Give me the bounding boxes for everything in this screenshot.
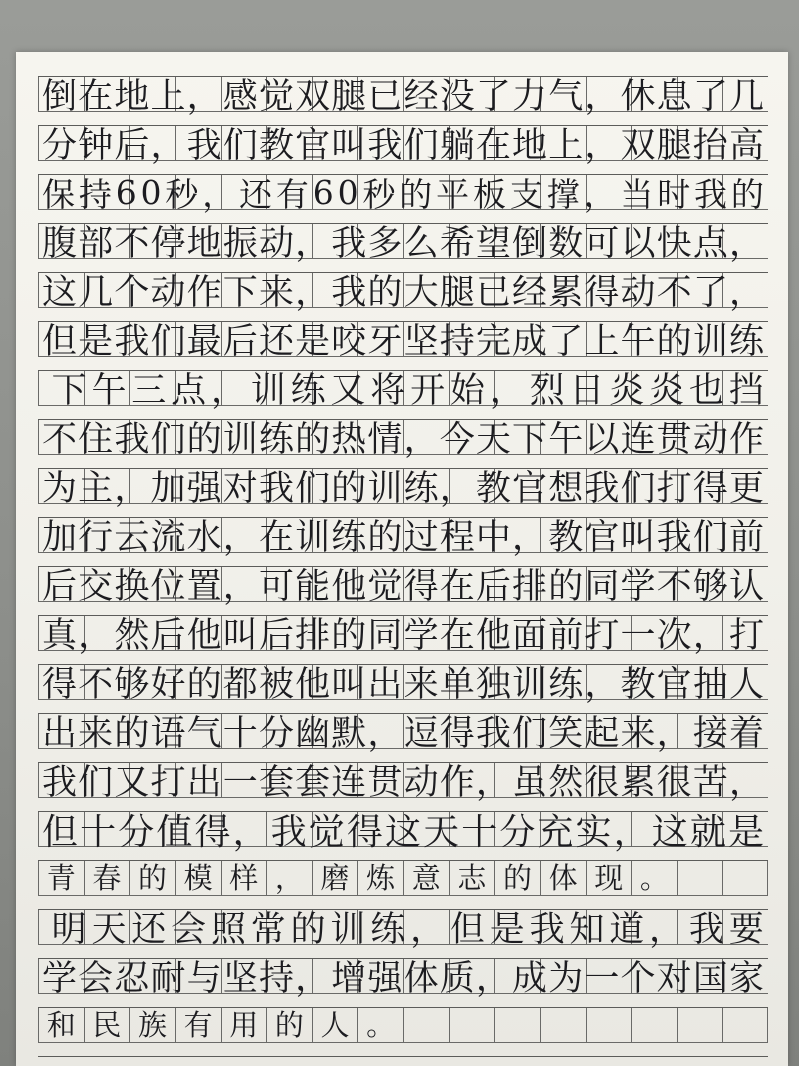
grid-cell: 的 bbox=[494, 861, 540, 895]
grid-row bbox=[38, 958, 768, 1007]
grid-row-text: 这 几 个 动 作 下 来 ， 我 的 大 腿 已 经 累 得 动 不 了 ， bbox=[42, 273, 764, 313]
grid-cell: 意 bbox=[403, 861, 449, 895]
grid-row-text: 倒 在 地 上 ， 感 觉 双 腿 已 经 没 了 力 气 ， 休 息 了 几 bbox=[42, 77, 764, 117]
grid-bottom-border bbox=[38, 1056, 768, 1057]
grid-cell: 的 bbox=[266, 1008, 312, 1042]
grid-row-text: 下 午 三 点 ， 训 练 又 将 开 始 ， 烈 日 炎 炎 也 挡 bbox=[51, 371, 764, 411]
grid-cell: 民 bbox=[84, 1008, 130, 1042]
grid-cell: 样 bbox=[221, 861, 267, 895]
grid-cell: 人 bbox=[312, 1008, 358, 1042]
grid-cell: 现 bbox=[586, 861, 632, 895]
grid-cell: 志 bbox=[449, 861, 495, 895]
grid-cell: 用 bbox=[221, 1008, 267, 1042]
grid-cell bbox=[631, 1008, 677, 1042]
grid-row-text: 但 十 分 值 得 ， 我 觉 得 这 天 十 分 充 实 ， 这 就 是 bbox=[42, 811, 764, 853]
grid-row-text: 出 来 的 语 气 十 分 幽 默 ， 逗 得 我 们 笑 起 来 ， 接 着 bbox=[42, 714, 764, 754]
grid-row-text: 得 不 够 好 的 都 被 他 叫 出 来 单 独 训 练 ， 教 官 抽 人 bbox=[42, 665, 764, 705]
grid-cell: 体 bbox=[540, 861, 586, 895]
grid-row-text: 明 天 还 会 照 常 的 训 练 ， 但 是 我 知 道 ， 我 要 bbox=[51, 910, 764, 950]
grid-row bbox=[38, 125, 768, 174]
grid-cell: 有 bbox=[175, 1008, 221, 1042]
grid-cell bbox=[722, 861, 768, 895]
grid-cell bbox=[586, 1008, 632, 1042]
grid-row-text: 加 行 云 流 水 ， 在 训 练 的 过 程 中 ， 教 官 叫 我 们 前 bbox=[42, 518, 764, 558]
composition-grid bbox=[38, 76, 768, 1066]
grid-row-text: 学 会 忍 耐 与 坚 持 ， 增 强 体 质 ， 成 为 一 个 对 国 家 bbox=[42, 959, 764, 999]
grid-cell bbox=[677, 1008, 723, 1042]
grid-row-text: 为 主 ， 加 强 对 我 们 的 训 练 ， 教 官 想 我 们 打 得 更 bbox=[42, 469, 764, 509]
grid-cell: 模 bbox=[175, 861, 221, 895]
grid-cell: 青 bbox=[38, 861, 84, 895]
grid-cell bbox=[540, 1008, 586, 1042]
grid-row-text: 真 ， 然 后 他 叫 后 排 的 同 学 在 他 面 前 打 一 次 ， 打 bbox=[42, 616, 764, 656]
grid-cell bbox=[722, 1008, 768, 1042]
grid-row-text: 我 们 又 打 出 一 套 套 连 贯 动 作 ， 虽 然 很 累 很 苦 ， bbox=[42, 763, 764, 803]
grid-cell: 春 bbox=[84, 861, 130, 895]
grid-cell: 。 bbox=[357, 1008, 403, 1042]
grid-cell bbox=[494, 1008, 540, 1042]
grid-cell: 族 bbox=[129, 1008, 175, 1042]
grid-cell bbox=[403, 1008, 449, 1042]
grid-row-text: 保 持 6 0 秒 ， 还 有 6 0 秒 的 平 板 支 撑 ， 当 时 我 的 bbox=[42, 172, 764, 214]
grid-cell: 磨 bbox=[312, 861, 358, 895]
grid-cell bbox=[677, 861, 723, 895]
grid-cell: 的 bbox=[129, 861, 175, 895]
grid-cell: ， bbox=[266, 861, 312, 895]
grid-row-text: 分 钟 后 ， 我 们 教 官 叫 我 们 躺 在 地 上 ， 双 腿 抬 高 bbox=[42, 126, 764, 166]
grid-cell bbox=[449, 1008, 495, 1042]
grid-row-text: 但 是 我 们 最 后 还 是 咬 牙 坚 持 完 成 了 上 午 的 训 练 bbox=[42, 322, 764, 362]
grid-cell: 炼 bbox=[357, 861, 403, 895]
grid-row bbox=[38, 1007, 768, 1056]
grid-row-text: 不 住 我 们 的 训 练 的 热 情 ， 今 天 下 午 以 连 贯 动 作 bbox=[42, 420, 764, 460]
grid-row-text: 后 交 换 位 置 ， 可 能 他 觉 得 在 后 排 的 同 学 不 够 认 bbox=[42, 567, 764, 607]
grid-cell: 。 bbox=[631, 861, 677, 895]
grid-row-text: 腹 部 不 停 地 振 动 ， 我 多 么 希 望 倒 数 可 以 快 点 ， bbox=[42, 224, 764, 264]
grid-cell: 和 bbox=[38, 1008, 84, 1042]
grid-row bbox=[38, 811, 768, 860]
